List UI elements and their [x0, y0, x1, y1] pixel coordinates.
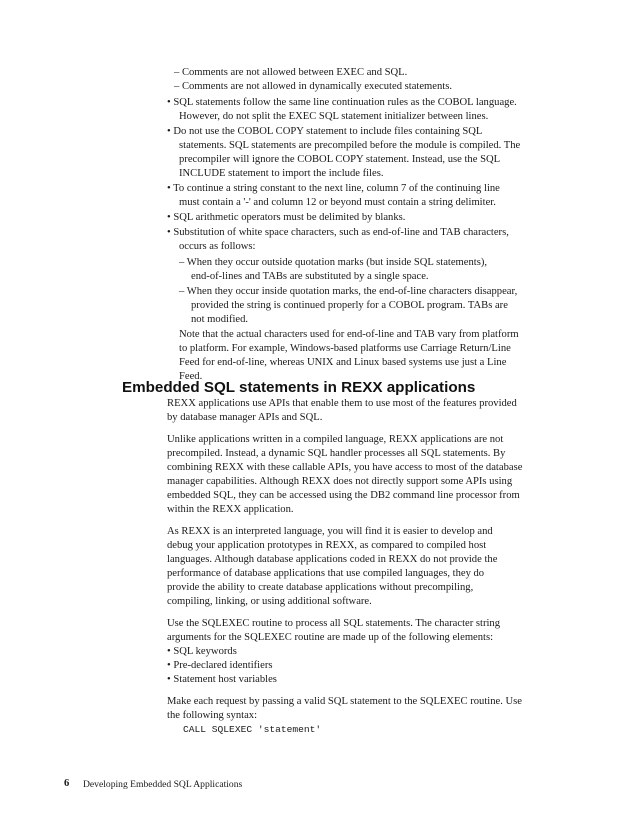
text-line: manager capabilities. Although REXX does not directly support some APIs using: [167, 476, 513, 487]
text-line: • Substitution of white space characters, such as end-of-line and TAB characters,: [167, 227, 509, 238]
text-line: arguments for the SQLEXEC routine are made up of the following elements:: [167, 632, 494, 643]
text-line: • SQL statements follow the same line continuation rules as the COBOL language.: [167, 97, 517, 108]
text-line: performance of database applications that use compiled languages, they do: [167, 568, 485, 579]
text-line: end-of-lines and TABs are substituted by a single space.: [191, 271, 429, 282]
text-line: must contain a '-' and column 12 or beyond must contain a string delimiter.: [179, 197, 496, 208]
text-line: • Do not use the COBOL COPY statement to include files containing SQL: [167, 126, 483, 137]
text-line: As REXX is an interpreted language, you will find it is easier to develop and: [167, 526, 493, 537]
text-line: – When they occur outside quotation marks (but inside SQL statements),: [179, 257, 488, 268]
text-line: languages. Although database applications coded in REXX do not provide the: [167, 554, 498, 565]
text-line: occurs as follows:: [179, 241, 256, 252]
text-line: Note that the actual characters used for end-of-line and TAB vary from platform: [179, 329, 519, 340]
text-line: not modified.: [191, 314, 249, 325]
text-line: Feed for end-of-line, whereas UNIX and Linux based systems use just a Line: [179, 357, 507, 368]
text-line: – Comments are not allowed between EXEC and SQL.: [174, 67, 408, 78]
section-heading: Embedded SQL statements in REXX applications: [122, 379, 476, 396]
text-line: • SQL keywords: [167, 646, 237, 657]
footer-title: Developing Embedded SQL Applications: [83, 779, 243, 790]
text-line: embedded SQL, they can be accessed using the DB2 command line processor from: [167, 490, 520, 501]
text-line: • To continue a string constant to the next line, column 7 of the continuing line: [167, 183, 500, 194]
text-line: debug your application prototypes in REXX, as compared to compiled host: [167, 540, 487, 551]
text-line: Use the SQLEXEC routine to process all SQL statements. The character string: [167, 618, 501, 629]
text-line: provided the string is continued properly for a COBOL program. TABs are: [191, 300, 508, 311]
page-number: 6: [64, 778, 70, 789]
text-line: combining REXX with these callable APIs, you have access to most of the database: [167, 462, 523, 473]
text-line: statements. SQL statements are precompiled before the module is compiled. The: [179, 140, 521, 151]
text-line: However, do not split the EXEC SQL statement initializer between lines.: [179, 111, 489, 122]
text-line: compiling, linking, or using additional software.: [167, 596, 372, 607]
text-line: • Pre-declared identifiers: [167, 660, 273, 671]
text-line: • Statement host variables: [167, 674, 277, 685]
text-line: precompiler will ignore the COBOL COPY statement. Instead, use the SQL: [179, 154, 501, 165]
text-line: • SQL arithmetic operators must be delimited by blanks.: [167, 212, 406, 223]
text-line: to platform. For example, Windows-based platforms use Carriage Return/Line: [179, 343, 511, 354]
text-line: REXX applications use APIs that enable them to use most of the features provided: [167, 398, 517, 409]
text-line: provide the ability to create database applications without precompiling,: [167, 582, 474, 593]
text-line: Unlike applications written in a compiled language, REXX applications are not: [167, 434, 504, 445]
text-line: precompiled. Instead, a dynamic SQL handler processes all SQL statements. By: [167, 448, 506, 459]
code-sample: CALL SQLEXEC 'statement': [183, 724, 322, 735]
text-line: Make each request by passing a valid SQL statement to the SQLEXEC routine. Use: [167, 696, 523, 707]
text-line: Feed.: [179, 371, 203, 382]
text-line: the following syntax:: [167, 710, 258, 721]
text-line: – Comments are not allowed in dynamically executed statements.: [174, 81, 453, 92]
text-line: by database manager APIs and SQL.: [167, 412, 323, 423]
text-line: INCLUDE statement to import the include files.: [179, 168, 384, 179]
text-line: – When they occur inside quotation marks, the end-of-line characters disappear,: [179, 286, 518, 297]
text-line: within the REXX application.: [167, 504, 294, 515]
